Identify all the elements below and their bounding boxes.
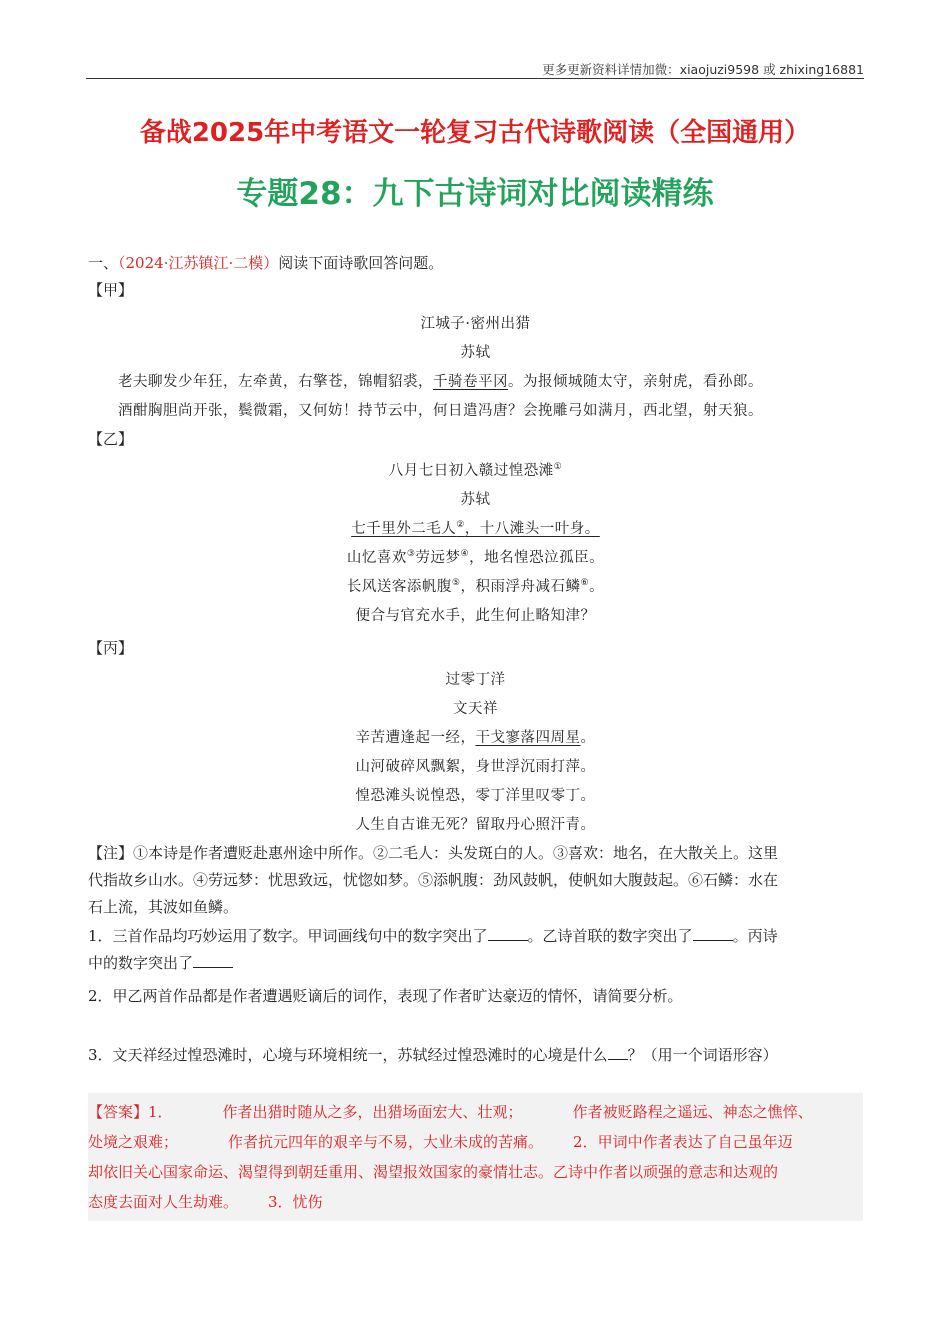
question-2: 2．甲乙两首作品都是作者遭遇贬谪后的词作，表现了作者旷达豪迈的情怀，请简要分析。	[88, 987, 683, 1005]
answer-line: 【答案】1． 作者出猎时随从之多，出猎场面宏大、壮观； 作者被贬路程之遥远、神态之憔悴、	[88, 1103, 813, 1121]
question-intro	[88, 250, 863, 277]
answer-line: 处境之艰难； 作者抗元四年的艰辛与不易，大业未成的苦痛。 2．甲词中作者表达了自己虽年迈	[88, 1133, 793, 1151]
poem-c-line: 惶恐滩头说惶恐，零丁洋里叹零丁。	[355, 788, 596, 804]
main-title: 备战2025年中考语文一轮复习古代诗歌阅读（全国通用）	[139, 118, 811, 148]
poem-b-title: 八月七日初入赣过惶恐滩①	[388, 462, 563, 479]
question-source: （2024·江苏镇江·二模）	[118, 254, 279, 272]
poem-b-line: 长风送客添帆腹⑤，积雨浮舟减石鳞⑥。	[346, 578, 605, 595]
poem-c-label: 【丙】	[88, 639, 134, 657]
answer-blank[interactable]	[193, 953, 233, 968]
poem-c-author: 文天祥	[453, 701, 498, 717]
question-1-cont: 中的数字突出了	[88, 950, 863, 977]
poem-a-line: 酒酣胸胆尚开张，鬓微霜，又何妨！持节云中，何日遣冯唐？会挽雕弓如满月，西北望，射天狼。	[118, 403, 763, 419]
poem-b-label: 【乙】	[88, 430, 134, 448]
question-instruction: 阅读下面诗歌回答问题。	[278, 254, 444, 272]
header-divider	[86, 78, 864, 79]
header-note: 更多更新资料详情加微：xiaojuzi9598 或 zhixing16881	[542, 62, 864, 77]
poem-a-label: 【甲】	[88, 281, 134, 299]
content	[88, 250, 863, 1221]
question-number: 一、	[88, 254, 119, 272]
poem-c-title: 过零丁洋	[445, 672, 506, 688]
poem-c-line: 人生自古谁无死？留取丹心照汗青。	[355, 817, 596, 833]
poem-a-author: 苏轼	[460, 345, 491, 361]
answer-box	[88, 1093, 863, 1221]
footnote-marker: ①	[553, 462, 563, 473]
poem-b-line: 山忆喜欢③劳远梦④，地名惶恐泣孤臣。	[346, 549, 605, 566]
poem-b-line: 便合与官充水手，此生何止略知津？	[355, 608, 596, 624]
question-3: 3．文天祥经过惶恐滩时，心境与环境相统一，苏轼经过惶恐滩时的心境是什么 ？（用一个词语形容）	[88, 1046, 778, 1064]
poem-c-line: 山河破碎风飘絮，身世浮沉雨打萍。	[355, 759, 596, 775]
answer-line: 态度去面对人生劫难。 3．忧伤	[88, 1193, 323, 1211]
underlined-phrase: 七千里外二毛人②，十八滩头一叶身。	[351, 520, 600, 537]
notes-line: 【注】①本诗是作者遭贬赴惠州途中所作。②二毛人：头发斑白的人。③喜欢：地名，在大散关上。这里	[88, 844, 779, 862]
underlined-phrase: 千骑卷平冈	[433, 374, 508, 390]
answer-blank[interactable]	[488, 926, 528, 941]
poem-a-title: 江城子·密州出猎	[420, 316, 531, 332]
subtitle: 专题28：九下古诗词对比阅读精练	[236, 176, 714, 212]
poem-b-author: 苏轼	[460, 492, 491, 508]
answer-blank[interactable]	[608, 1045, 628, 1060]
answer-line: 却依旧关心国家命运、渴望得到朝廷重用、渴望报效国家的豪情壮志。乙诗中作者以顽强的意志和达观的	[88, 1163, 779, 1181]
poem-c-line: 辛苦遭逢起一经，干戈寥落四周星。	[355, 730, 596, 746]
poem-b-line	[88, 515, 863, 544]
answer-blank[interactable]	[693, 926, 733, 941]
underlined-phrase: 干戈寥落四周星	[475, 730, 581, 746]
notes-line: 石上流，其波如鱼鳞。	[88, 898, 239, 916]
notes-line: 代指故乡山水。④劳远梦：忧思致远，忧惚如梦。⑤添帆腹：劲风鼓帆，使帆如大腹鼓起。⑥石鳞：水在	[88, 871, 779, 889]
question-1: 1．三首作品均巧妙运用了数字。甲词画线句中的数字突出了 。乙诗首联的数字突出了 。丙诗	[88, 927, 778, 945]
poem-a-line: 老夫聊发少年狂，左牵黄，右擎苍，锦帽貂裘，千骑卷平冈。为报倾城随太守，亲射虎，看孙郎。	[118, 374, 763, 390]
